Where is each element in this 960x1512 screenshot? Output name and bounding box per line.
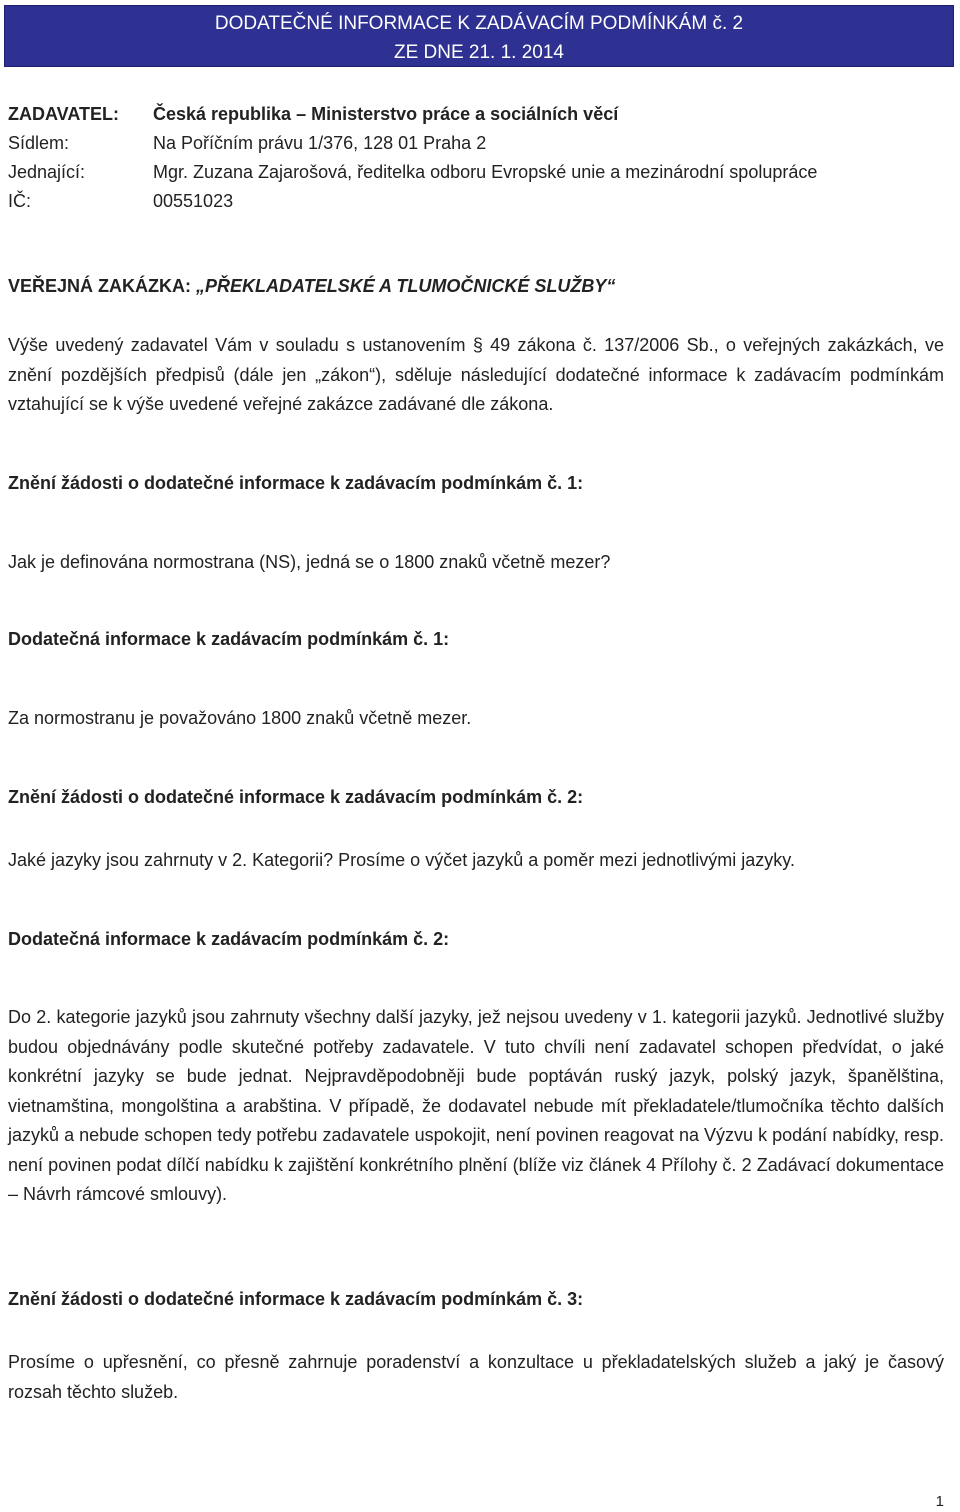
question-1-heading: Znění žádosti o dodatečné informace k zadávacím podmínkám č. 1: — [8, 473, 584, 493]
answer-1-heading: Dodatečná informace k zadávacím podmínkám č. 1: — [8, 629, 450, 649]
sidlo-row — [8, 131, 486, 155]
answer-1-text: Za normostranu je považováno 1800 znaků včetně mezer. — [8, 708, 472, 728]
sidlo-label: Sídlem: — [8, 133, 70, 153]
jednajici-label: Jednající: — [8, 162, 86, 182]
answer-2-text: Do 2. kategorie jazyků jsou zahrnuty všechny další jazyky, jež nejsou uvedeny v 1. kategorii jazyků. Jednotlivé služby budou objednávány podle skutečné potřeby zadavatele. V tuto chvíli není zadavatel schopen předvídat, o jaké konkrétní jazyky se bude jednat. Nejpravděpodobněji bude poptáván ruský jazyk, polský jazyk, španělština, vietnamština, mongolština a arabština. V případě, že dodavatel nebude mít překladatele/tlumočníka těchto dalších jazyků a nebude schopen tedy potřebu zadavatele uspokojit, není povinen reagovat na Výzvu k podání nabídky, resp. není povinen podat dílčí nabídku k zajištění konkrétního plnění (blíže viz článek 4 Přílohy č. 2 Zadávací dokumentace – Návrh rámcové smlouvy). — [8, 1007, 944, 1204]
header-date: ZE DNE 21. 1. 2014 — [393, 42, 565, 63]
zadavatel-row — [8, 102, 618, 126]
zakazka-label: VEŘEJNÁ ZAKÁZKA: — [8, 276, 192, 296]
zakazka-title — [8, 276, 615, 297]
question-1-text: Jak je definována normostrana (NS), jedná se o 1800 znaků včetně mezer? — [8, 552, 611, 572]
zadavatel-value: Česká republika – Ministerstvo práce a sociálních věcí — [153, 104, 619, 124]
answer-2-heading: Dodatečná informace k zadávacím podmínkám č. 2: — [8, 929, 450, 949]
question-3-text: Prosíme o upřesnění, co přesně zahrnuje poradenství a konzultace u překladatelských služeb a jaký je časový rozsah těchto služeb. — [8, 1352, 944, 1402]
zadavatel-label: ZADAVATEL: — [8, 104, 119, 124]
header-title: DODATEČNÉ INFORMACE K ZADÁVACÍM PODMÍNKÁM č. 2 — [214, 13, 744, 34]
ic-row — [8, 189, 233, 213]
page-number: 1 — [935, 1493, 944, 1510]
question-2-heading: Znění žádosti o dodatečné informace k zadávacím podmínkám č. 2: — [8, 787, 584, 807]
intro-paragraph: Výše uvedený zadavatel Vám v souladu s ustanovením § 49 zákona č. 137/2006 Sb., o veřejných zakázkách, ve znění pozdějších předpisů (dále jen „zákon“), sděluje následující dodatečné informace k zadávacím podmínkám vztahující se k výše uvedené veřejné zakázce zadávané dle zákona. — [8, 335, 944, 414]
jednajici-value: Mgr. Zuzana Zajarošová, ředitelka odboru Evropské unie a mezinárodní spolupráce — [153, 162, 818, 182]
question-2-text: Jaké jazyky jsou zahrnuty v 2. Kategorii? Prosíme o výčet jazyků a poměr mezi jednotlivými jazyky. — [8, 850, 795, 870]
ic-value: 00551023 — [153, 191, 234, 211]
sidlo-value: Na Poříčním právu 1/376, 128 01 Praha 2 — [153, 133, 487, 153]
question-3-heading: Znění žádosti o dodatečné informace k zadávacím podmínkám č. 3: — [8, 1289, 584, 1309]
jednajici-row — [8, 160, 817, 184]
header-banner — [4, 5, 954, 67]
zakazka-name: „PŘEKLADATELSKÉ A TLUMOČNICKÉ SLUŽBY“ — [196, 276, 616, 296]
ic-label: IČ: — [8, 191, 32, 211]
